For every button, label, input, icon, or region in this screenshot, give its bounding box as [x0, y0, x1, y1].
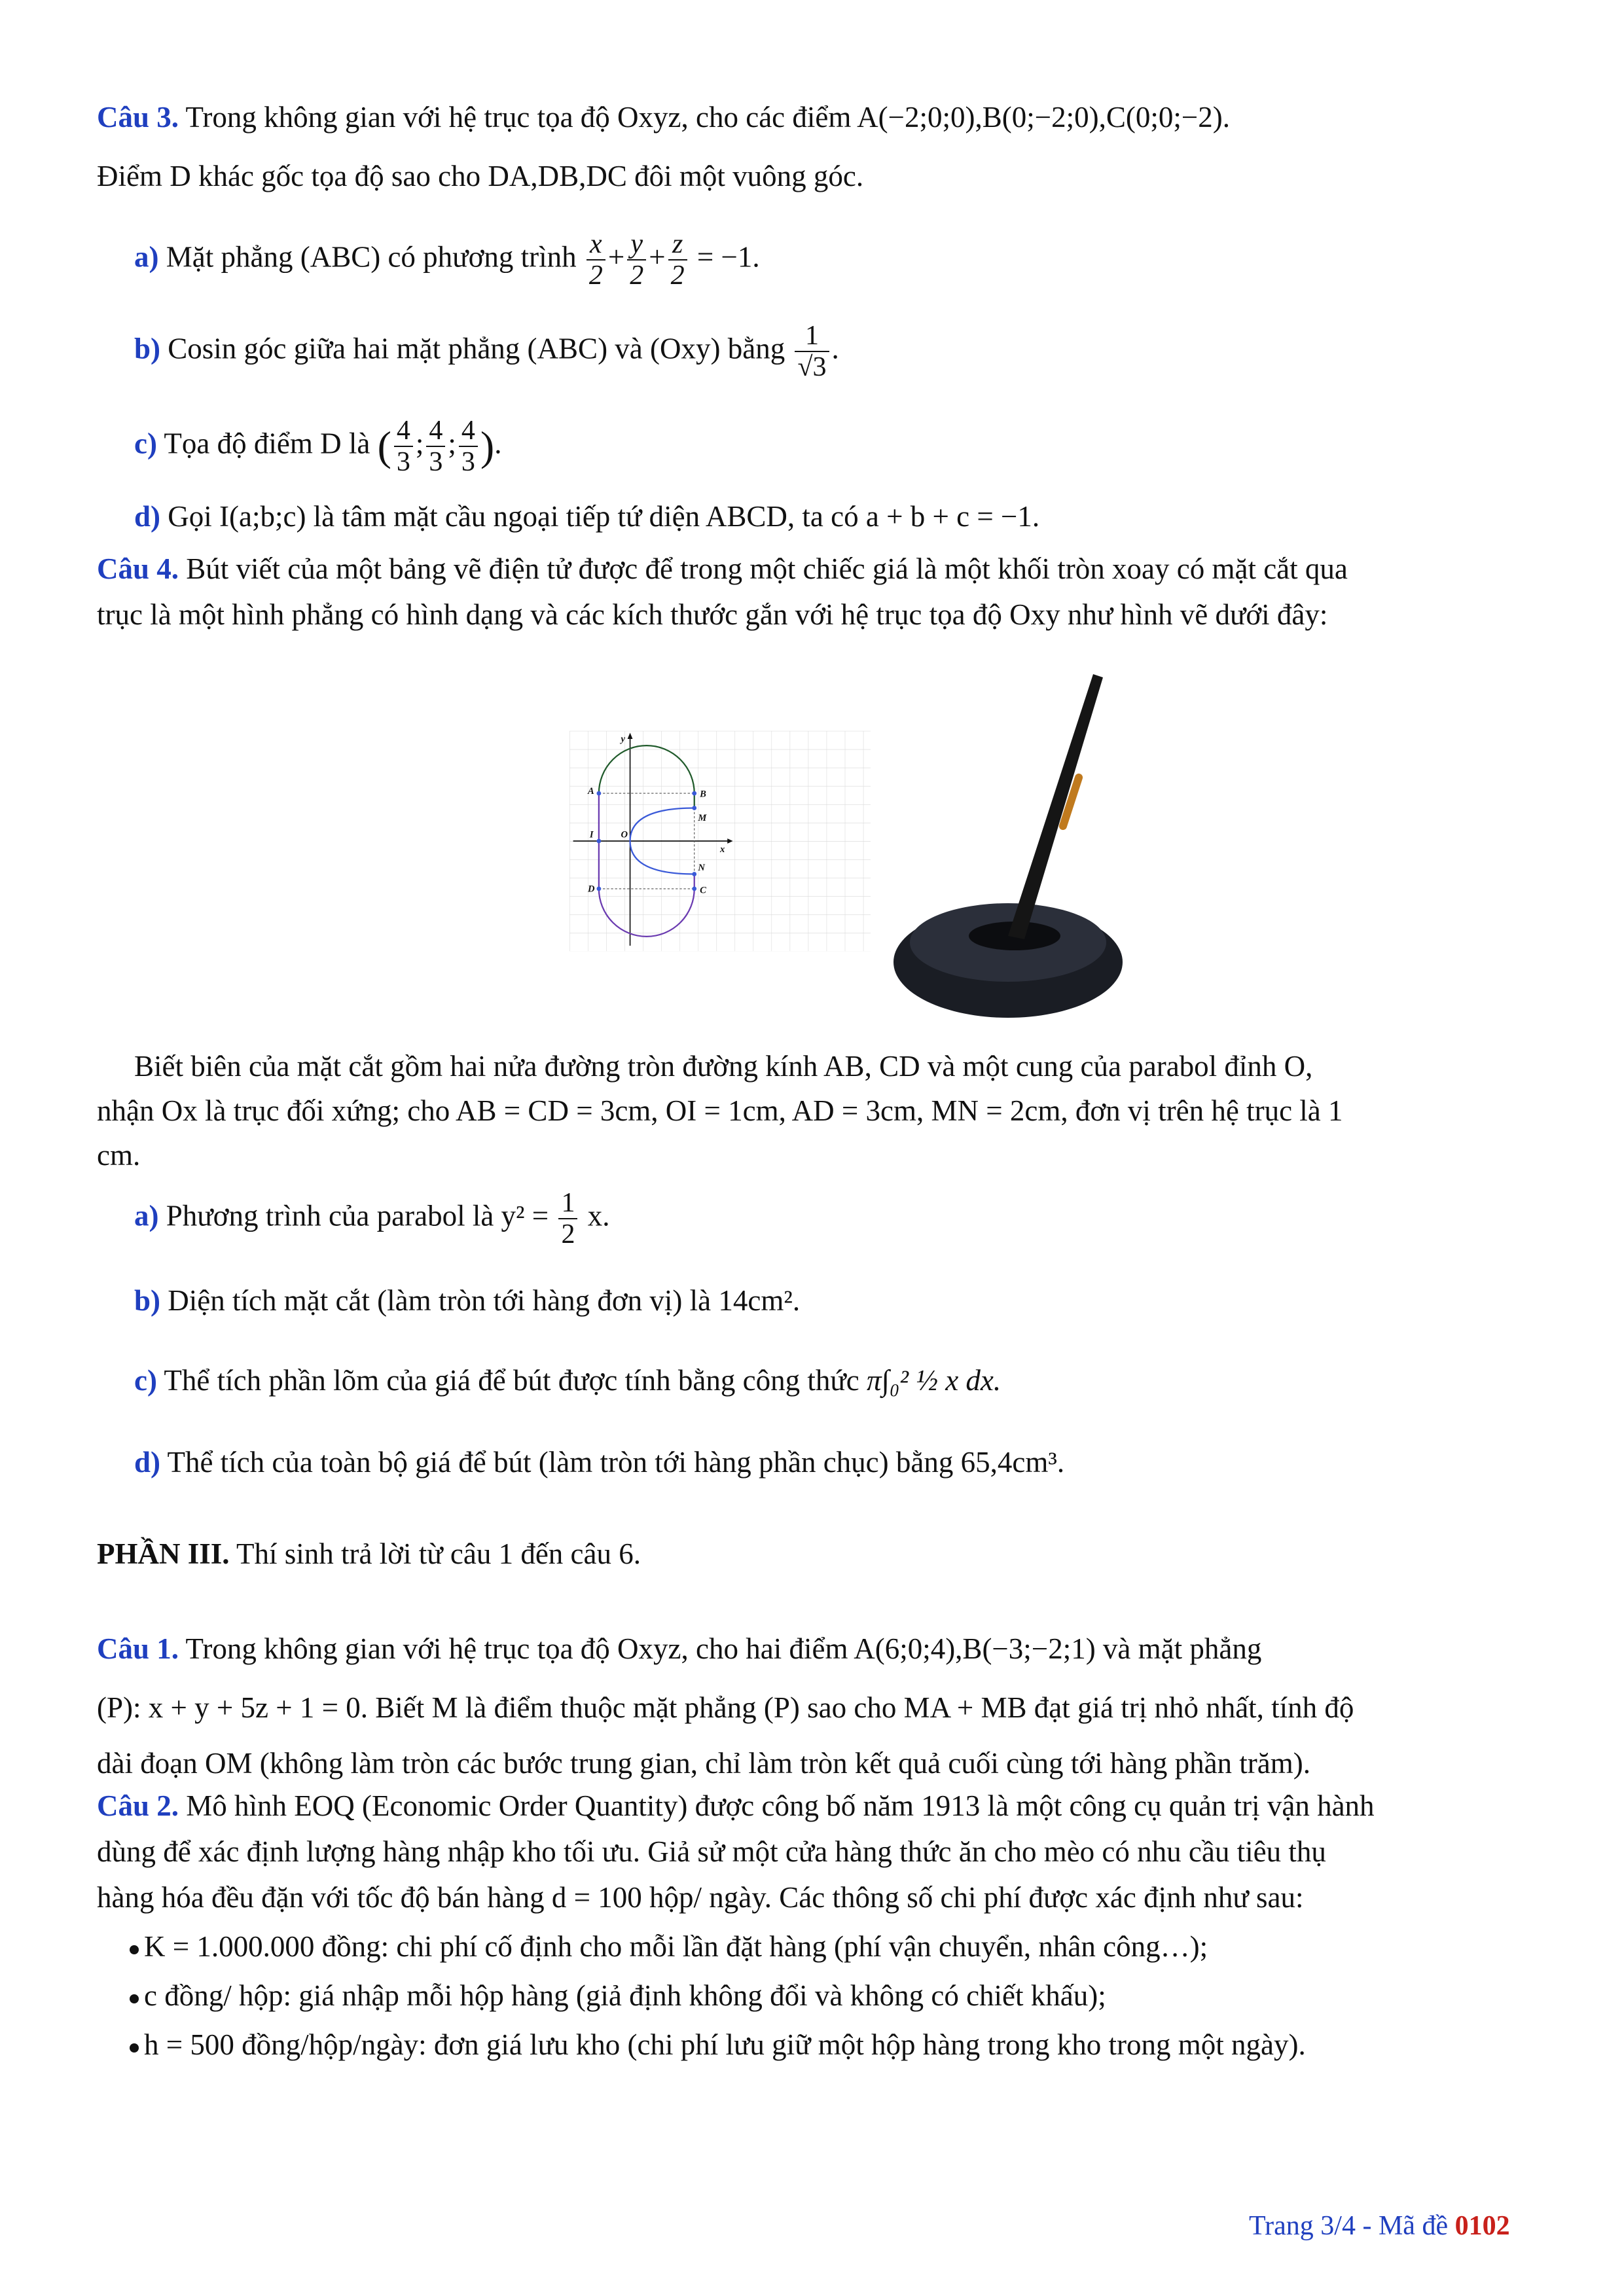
- q4-a-tail: x.: [587, 1199, 610, 1232]
- p3q2-bullet1-text: K = 1.000.000 đồng: chi phí cố định cho mỗi lần đặt hàng (phí vận chuyển, nhân công…);: [144, 1930, 1208, 1963]
- q3-option-d: [134, 497, 1574, 535]
- label-I: I: [589, 829, 594, 840]
- point-N: [692, 872, 696, 876]
- exam-code: 0102: [1454, 2211, 1510, 2241]
- label-M: M: [698, 813, 707, 824]
- p3q2-line3: hàng hóa đều đặn với tốc độ bán hàng d = 100 hộp/ ngày. Các thông số chi phí được xác định như sau:: [97, 1881, 1304, 1914]
- bullet-icon: [130, 2043, 139, 2053]
- label-D: D: [588, 884, 595, 895]
- p3q2-line2: dùng để xác định lượng hàng nhập kho tối ưu. Giả sử một cửa hàng thức ăn cho mèo có nhu cầu tiêu thụ: [97, 1835, 1326, 1868]
- q3-c-den: 3: [396, 447, 410, 477]
- cross-section-diagram: [569, 645, 871, 1037]
- q3-a-eq: = −1.: [696, 240, 760, 274]
- label-C: C: [700, 885, 706, 896]
- q3-b-num: 1: [795, 321, 829, 352]
- p3q1-text1: Trong không gian với hệ trục tọa độ Oxyz, cho hai điểm A(6;0;4),B(−3;−2;1) và mặt phẳng: [185, 1632, 1262, 1665]
- page-footer: [1249, 2210, 1510, 2242]
- q4-c-text: Thể tích phần lõm của giá để bút được tính bằng công thức: [164, 1364, 859, 1397]
- p3q2-bullet2: [130, 1977, 1570, 2015]
- q4-d-label: d): [134, 1446, 161, 1479]
- q4-option-d: [134, 1443, 1574, 1481]
- q3-c-label: c): [134, 427, 157, 460]
- q4-b-text: Diện tích mặt cắt (làm tròn tới hàng đơn vị) là 14cm².: [168, 1284, 801, 1317]
- q4-c-formula: π∫₀² ½ x dx.: [866, 1364, 1001, 1397]
- bullet-icon: [130, 1994, 139, 2003]
- point-A: [597, 791, 602, 796]
- q3-b-text: Cosin góc giữa hai mặt phẳng (ABC) và (Oxy) bằng: [168, 332, 785, 365]
- point-I: [597, 839, 602, 844]
- label-O: O: [621, 829, 628, 840]
- q3-line1: [97, 98, 1537, 136]
- point-B: [692, 791, 696, 796]
- q4-c-label: c): [134, 1364, 157, 1397]
- label-A: A: [588, 786, 594, 797]
- p3q2-bullet3-text: h = 500 đồng/hộp/ngày: đơn giá lưu kho (chi phí lưu giữ một hộp hàng trong kho trong một ngày).: [144, 2028, 1306, 2061]
- q3-b-den: √3: [797, 352, 827, 382]
- label-B: B: [700, 789, 706, 800]
- q3-option-c: c) Tọa độ điểm D là ( $\frac{4}{3}$ ; $\frac{4}{3}$ ; $\frac{4}{3}$ ).: [134, 416, 502, 477]
- q4-d-text: Thể tích của toàn bộ giá để bút (làm tròn tới hàng phần chục) bằng 65,4cm³.: [167, 1446, 1065, 1479]
- p3q2-bullet1: [130, 1928, 1570, 1965]
- p3q2-bullet2-text: c đồng/ hộp: giá nhập mỗi hộp hàng (giả định không đổi và không có chiết khấu);: [144, 1979, 1106, 2012]
- part3-text: Thí sinh trả lời từ câu 1 đến câu 6.: [236, 1537, 641, 1570]
- q4-option-b: [134, 1282, 1574, 1319]
- q3-a-text: Mặt phẳng (ABC) có phương trình: [166, 240, 577, 274]
- q3-b-label: b): [134, 332, 161, 365]
- p3q1-line2: (P): x + y + 5z + 1 = 0. Biết M là điểm thuộc mặt phẳng (P) sao cho MA + MB đạt giá trị nhỏ nhất, tính độ: [97, 1691, 1354, 1724]
- q4-a-label: a): [134, 1199, 159, 1232]
- q3-d-text: Gọi I(a;b;c) là tâm mặt cầu ngoại tiếp tứ diện ABCD, ta có a + b + c = −1.: [168, 500, 1040, 533]
- label-y: y: [621, 734, 626, 745]
- label-N: N: [698, 862, 705, 873]
- q3-a-label: a): [134, 240, 159, 274]
- pen-body: [1008, 674, 1103, 939]
- q4-text1: Bút viết của một bảng vẽ điện tử được để trong một chiếc giá là một khối tròn xoay có mặt cắt qua: [186, 552, 1348, 585]
- label-x: x: [720, 844, 725, 855]
- q3-c-text: Tọa độ điểm D là: [164, 427, 370, 460]
- footer-text: Trang 3/4 - Mã đề: [1249, 2211, 1449, 2241]
- q4-desc1: Biết biên của mặt cắt gồm hai nửa đường tròn đường kính AB, CD và một cung của parabol đỉnh O,: [134, 1050, 1313, 1083]
- q4-label: Câu 4.: [97, 552, 179, 585]
- point-M: [692, 806, 696, 810]
- q4-option-a: a) Phương trình của parabol là y² = $\frac{1}{2}$ x.: [134, 1188, 610, 1249]
- p3q2-label: Câu 2.: [97, 1789, 179, 1822]
- p3q2-bullet3: [130, 2026, 1570, 2064]
- point-C: [692, 887, 696, 891]
- point-D: [597, 887, 602, 891]
- q4-line2: trục là một hình phẳng có hình dạng và các kích thước gắn với hệ trục tọa độ Oxy như hình vẽ dưới đây:: [97, 598, 1328, 631]
- q3-text1: Trong không gian với hệ trục tọa độ Oxyz, cho các điểm A(−2;0;0),B(0;−2;0),C(0;0;−2).: [185, 101, 1230, 134]
- q3-option-a: a) Mặt phẳng (ABC) có phương trình $\frac{x}{2}$ + $\frac{y}{2}$ + $\frac{z}{2}$ = −1.: [134, 229, 760, 291]
- pen-holder-image: [877, 655, 1139, 1021]
- q3-label: Câu 3.: [97, 101, 179, 134]
- p3q1-label: Câu 1.: [97, 1632, 179, 1665]
- q4-b-label: b): [134, 1284, 161, 1317]
- q3-c-num: 4: [394, 416, 413, 447]
- part3-heading: [97, 1535, 1537, 1573]
- p3q2-text1: Mô hình EOQ (Economic Order Quantity) được công bố năm 1913 là một công cụ quản trị vận hành: [186, 1789, 1375, 1822]
- q3-line2: Điểm D khác gốc tọa độ sao cho DA,DB,DC đôi một vuông góc.: [97, 160, 864, 192]
- q3-d-label: d): [134, 500, 161, 533]
- p3q2-line1: [97, 1787, 1537, 1825]
- bullet-icon: [130, 1945, 139, 1954]
- q4-option-c: [134, 1361, 1574, 1399]
- part3-title: PHẦN III.: [97, 1537, 230, 1570]
- p3q1-line1: [97, 1630, 1537, 1668]
- p3q1-line3: dài đoạn OM (không làm tròn các bước trung gian, chỉ làm tròn kết quả cuối cùng tới hàng phần trăm).: [97, 1747, 1310, 1780]
- q4-desc2: nhận Ox là trục đối xứng; cho AB = CD = 3cm, OI = 1cm, AD = 3cm, MN = 2cm, đơn vị trên hệ trục là 1: [97, 1094, 1343, 1127]
- q4-a-text: Phương trình của parabol là y² =: [166, 1199, 549, 1232]
- q4-line1: [97, 550, 1537, 588]
- q4-desc3: cm.: [97, 1139, 141, 1172]
- q3-option-b: b) Cosin góc giữa hai mặt phẳng (ABC) và (Oxy) bằng $\frac{1}{√3}$ .: [134, 321, 839, 382]
